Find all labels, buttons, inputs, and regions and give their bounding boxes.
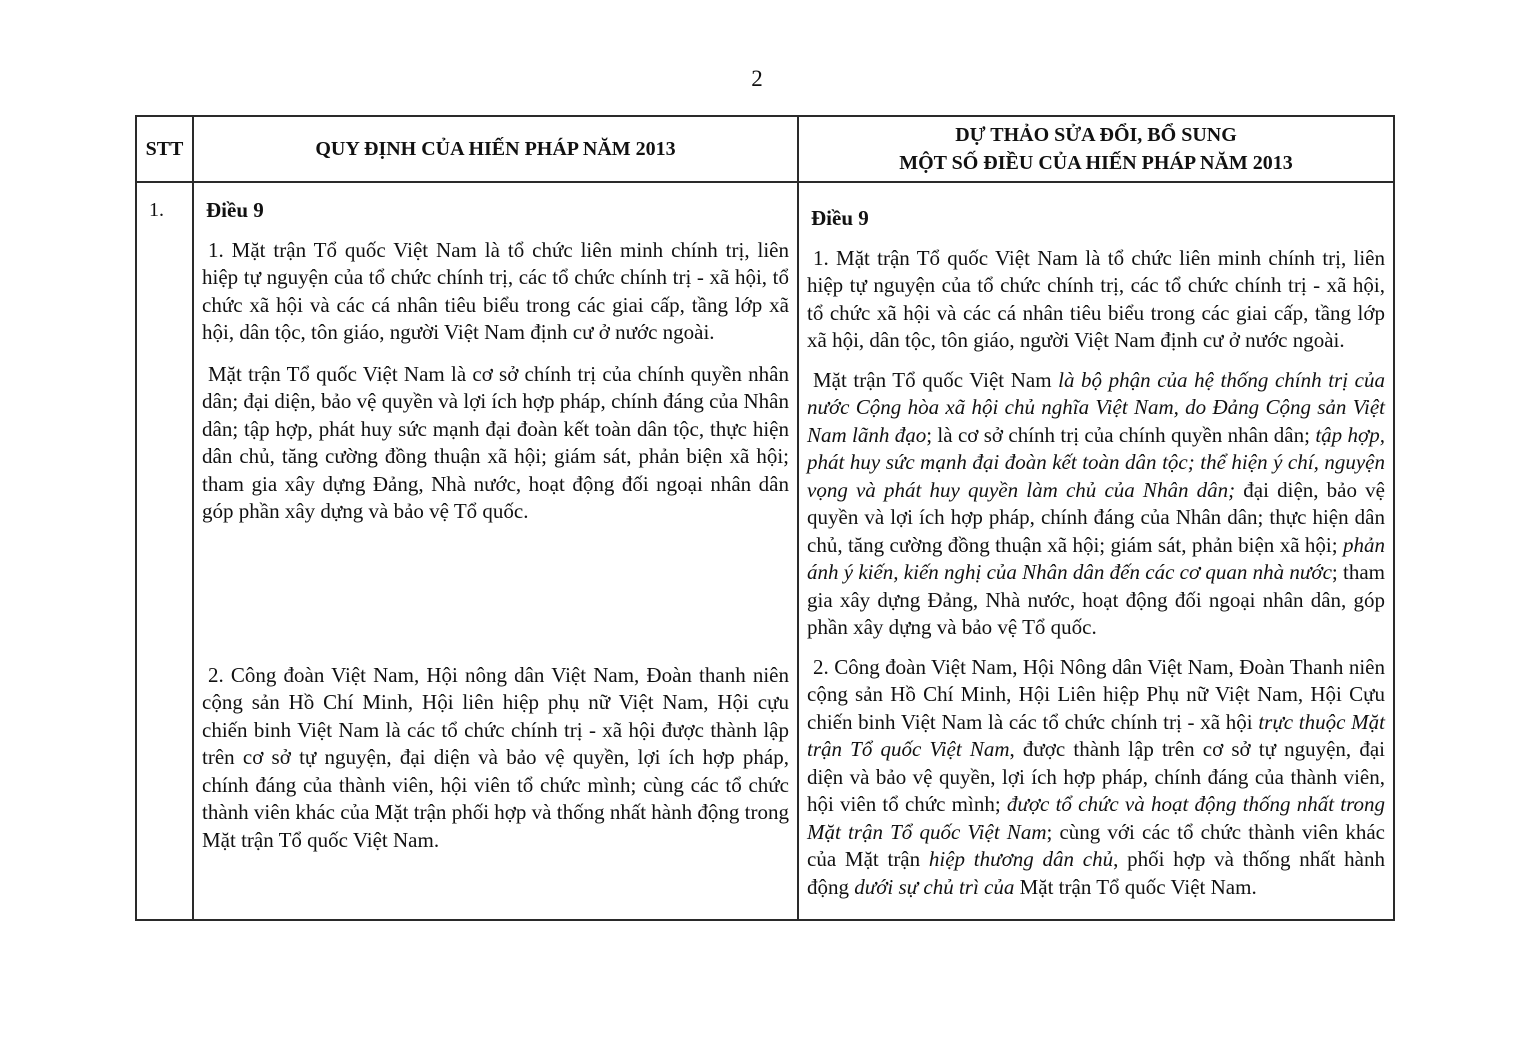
draft-clause-2 [807, 654, 1385, 902]
header-stt: STT [136, 116, 193, 182]
draft-text: ; cùng với các tổ chức thành viên khác của Mặt trận [807, 819, 1385, 871]
row-number: 1. [136, 182, 193, 920]
draft-text: đại diện, bảo vệ quyền và lợi ích hợp pháp, chính đáng của Nhân dân; thực hiện dân chủ, tăng cường đồng thuận xã hội; giám sát, phản biện xã hội; [807, 477, 1385, 557]
header-draft-line1: DỰ THẢO SỬA ĐỔI, BỔ SUNG [955, 124, 1237, 146]
draft-amended-text: tập hợp, phát huy sức mạnh đại đoàn kết toàn dân tộc; thể hiện ý chí, nguyện vọng và phát huy quyền làm chủ của Nhân dân; [807, 422, 1385, 502]
table-row [136, 182, 1394, 920]
old-column-spacer [202, 540, 789, 662]
draft-clause-1-paragraph-2 [807, 367, 1385, 642]
draft-text: ; tham gia xây dựng Đảng, Nhà nước, hoạt động đối ngoại nhân dân, góp phần xây dựng và bảo vệ Tổ quốc. [807, 560, 1385, 639]
draft-clause-1: 1. Mặt trận Tổ quốc Việt Nam là tổ chức liên minh chính trị, liên hiệp tự nguyện của tổ chức chính trị, các tổ chức chính trị - xã hội, tổ chức xã hội và các cá nhân tiêu biểu trong các giai cấp, tầng lớp xã hội, dân tộc, tôn giáo, người Việt Nam định cư ở nước ngoài. [807, 245, 1385, 352]
draft-amended-text: dưới sự chủ trì của [854, 874, 1015, 899]
header-draft-line2: MỘT SỐ ĐIỀU CỦA HIẾN PHÁP NĂM 2013 [899, 152, 1293, 174]
draft-amended-text: hiệp thương dân chủ [928, 847, 1114, 871]
draft-article-title: Điều 9 [811, 206, 869, 230]
draft-provision-cell [798, 182, 1394, 920]
old-clause-1-paragraph-2: Mặt trận Tổ quốc Việt Nam là cơ sở chính trị của chính quyền nhân dân; đại diện, bảo vệ quyền và lợi ích hợp pháp, chính đáng của Nhân dân; tập hợp, phát huy sức mạnh đại đoàn kết toàn dân tộc, thực hiện dân chủ, tăng cường đồng thuận xã hội; giám sát, phản biện xã hội; tham gia xây dựng Đảng, Nhà nước, hoạt động đối ngoại nhân dân góp phần xây dựng và bảo vệ Tổ quốc. [202, 361, 789, 523]
header-draft-amendment [798, 116, 1394, 182]
draft-text: ; là cơ sở chính trị của chính quyền nhân dân; [926, 422, 1316, 447]
comparison-table [135, 115, 1395, 921]
old-clause-2: 2. Công đoàn Việt Nam, Hội nông dân Việt Nam, Đoàn thanh niên cộng sản Hồ Chí Minh, Hội liên hiệp phụ nữ Việt Nam, Hội cựu chiến binh Việt Nam là các tổ chức chính trị - xã hội được thành lập trên cơ sở tự nguyện, đại diện và bảo vệ quyền, lợi ích hợp pháp, chính đáng của thành viên, hội viên tổ chức mình; cùng các tổ chức thành viên khác của Mặt trận phối hợp và thống nhất hành động trong Mặt trận Tổ quốc Việt Nam. [202, 662, 789, 852]
old-article-title: Điều 9 [206, 198, 264, 222]
old-provision-cell [193, 182, 798, 920]
page-number: 2 [751, 66, 763, 91]
draft-text: Mặt trận Tổ quốc Việt Nam [813, 367, 1059, 392]
old-clause-1: 1. Mặt trận Tổ quốc Việt Nam là tổ chức liên minh chính trị, liên hiệp tự nguyện của tổ chức chính trị, các tổ chức chính trị - xã hội, tổ chức xã hội và các cá nhân tiêu biểu trong các giai cấp, tầng lớp xã hội, dân tộc, tôn giáo, người Việt Nam định cư ở nước ngoài. [202, 237, 789, 344]
draft-amended-text: là bộ phận của hệ thống chính trị của nước Cộng hòa xã hội chủ nghĩa Việt Nam, do Đảng Cộng sản Việt Nam lãnh đạo [807, 367, 1385, 447]
draft-amended-text: được tổ chức và hoạt động thống nhất trong Mặt trận Tổ quốc Việt Nam [807, 792, 1385, 844]
header-old-constitution: QUY ĐỊNH CỦA HIẾN PHÁP NĂM 2013 [193, 116, 798, 182]
table-header-row [136, 116, 1394, 182]
draft-text: , được thành lập trên cơ sở tự nguyện, đại diện và bảo vệ quyền, lợi ích hợp pháp, chính đáng của thành viên, hội viên tổ chức mình; [807, 737, 1385, 816]
draft-amended-text: trực thuộc Mặt trận Tổ quốc Việt Nam [807, 709, 1385, 761]
draft-text: Mặt trận Tổ quốc Việt Nam. [1014, 874, 1257, 899]
draft-amended-text: phản ánh ý kiến, kiến nghị của Nhân dân đến các cơ quan nhà nước [807, 532, 1385, 584]
draft-text: 2. Công đoàn Việt Nam, Hội Nông dân Việt Nam, Đoàn Thanh niên cộng sản Hồ Chí Minh, Hội Liên hiệp Phụ nữ Việt Nam, Hội Cựu chiến binh Việt Nam là các tổ chức chính trị - xã hội [807, 654, 1385, 734]
draft-text: , phối hợp và thống nhất hành động [807, 847, 1385, 899]
